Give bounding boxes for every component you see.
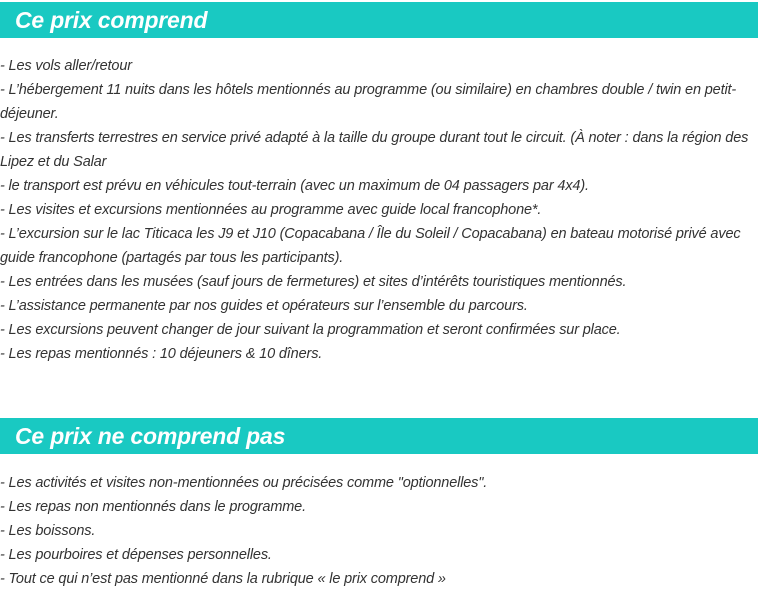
included-item: - L’assistance permanente par nos guides et opérateurs sur l’ensemble du parcours. <box>0 298 528 314</box>
included-item: - L’hébergement 11 nuits dans les hôtels mentionnés au programme (ou similaire) en chambres double / twin en petit-déjeuner. <box>0 82 737 122</box>
included-item: - le transport est prévu en véhicules tout-terrain (avec un maximum de 04 passagers par 4x4). <box>0 178 589 194</box>
excluded-item: - Les pourboires et dépenses personnelles. <box>0 547 272 563</box>
excluded-item: - Les repas non mentionnés dans le programme. <box>0 499 306 515</box>
included-item: - Les excursions peuvent changer de jour suivant la programmation et seront confirmées sur place. <box>0 322 621 338</box>
included-item: - Les transferts terrestres en service privé adapté à la taille du groupe durant tout le circuit. (À noter : dans la région des Lipez et du Salar <box>0 130 749 170</box>
included-item: - Les repas mentionnés : 10 déjeuners & 10 dîners. <box>0 346 323 362</box>
included-section-title: Ce prix comprend <box>15 6 208 33</box>
included-item: - L’excursion sur le lac Titicaca les J9 et J10 (Copacabana / Île du Soleil / Copacabana) en bateau motorisé privé avec guide francophone (partagés par tous les participants). <box>0 226 741 266</box>
included-list <box>0 54 752 366</box>
excluded-item: - Les boissons. <box>0 523 96 539</box>
included-section-header <box>0 2 758 38</box>
excluded-section-title: Ce prix ne comprend pas <box>15 422 286 449</box>
excluded-item: - Les activités et visites non-mentionnées ou précisées comme "optionnelles". <box>0 475 488 491</box>
included-item: - Les entrées dans les musées (sauf jours de fermetures) et sites d’intérêts touristiques mentionnés. <box>0 274 627 290</box>
excluded-item: - Tout ce qui n’est pas mentionné dans la rubrique « le prix comprend » <box>0 571 446 587</box>
excluded-section-header <box>0 418 758 454</box>
included-item: - Les vols aller/retour <box>0 58 132 74</box>
excluded-list <box>0 471 752 591</box>
included-item: - Les visites et excursions mentionnées au programme avec guide local francophone*. <box>0 202 542 218</box>
